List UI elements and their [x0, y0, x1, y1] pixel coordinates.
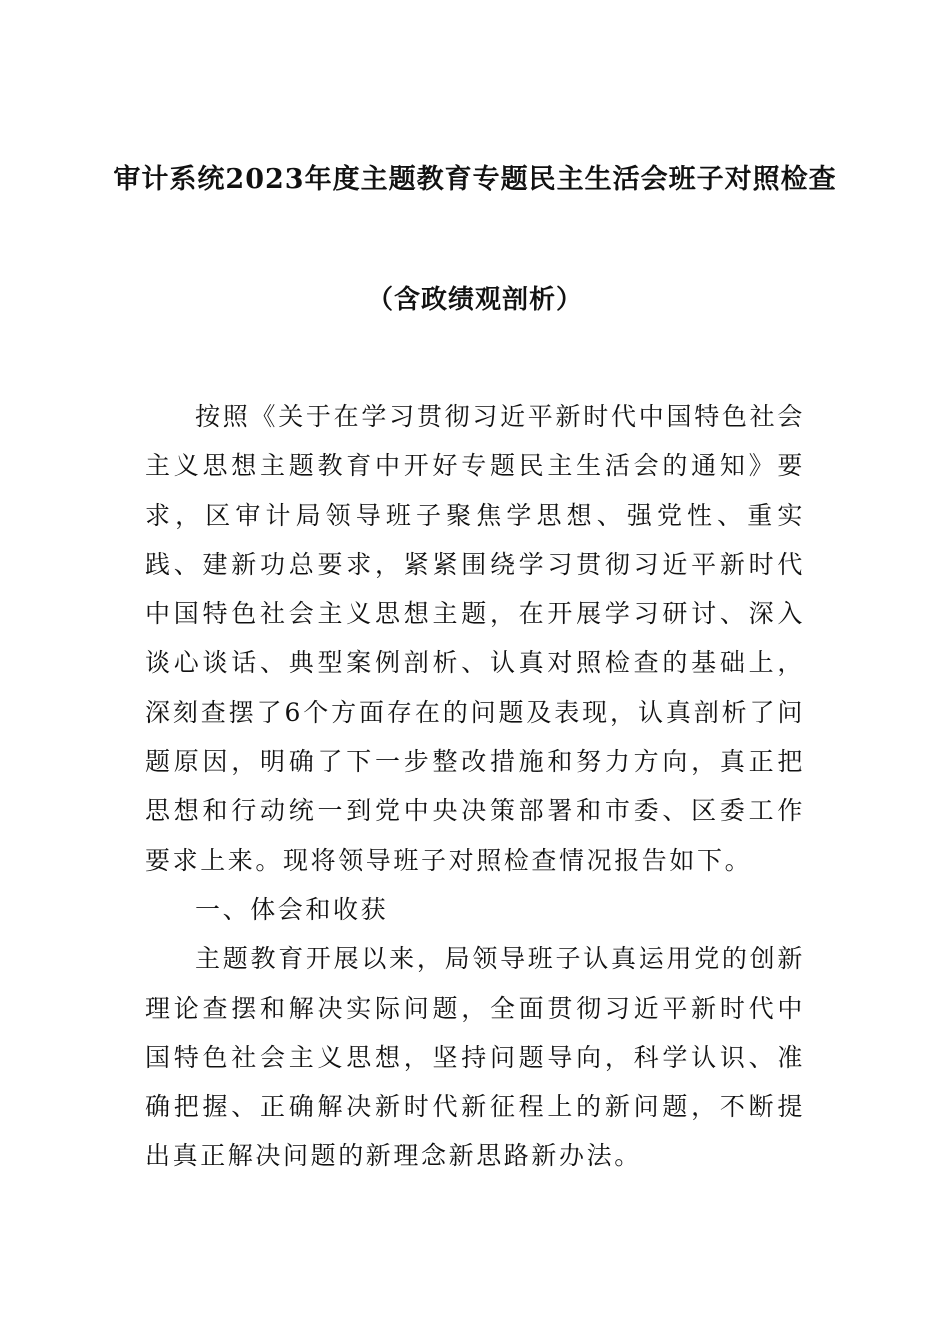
section-heading: 一、体会和收获: [195, 894, 389, 924]
section-paragraph: 主题教育开展以来，局领导班子认真运用党的创新理论查摆和解决实际问题，全面贯彻习近平新时代中国特色社会主义思想，坚持问题导向，科学认识、准确把握、正确解决新时代新征程上的新问题，不断提出真正解决问题的新理念新思路新办法。: [145, 944, 805, 1171]
intro-paragraph: 按照《关于在学习贯彻习近平新时代中国特色社会主义思想主题教育中开好专题民主生活会的通知》要求，区审计局领导班子聚焦学思想、强党性、重实践、建新功总要求，紧紧围绕学习贯彻习近平新时代中国特色社会主义思想主题，在开展学习研讨、深入谈心谈话、典型案例剖析、认真对照检查的基础上，深刻查摆了6个方面存在的问题及表现，认真剖析了问题原因，明确了下一步整改措施和努力方向，真正把思想和行动统一到党中央决策部署和市委、区委工作要求上来。现将领导班子对照检查情况报告如下。: [145, 402, 805, 875]
document-title: 审计系统2023年度主题教育专题民主生活会班子对照检查: [113, 164, 837, 195]
document-body: [145, 392, 805, 1181]
document-subtitle: （含政绩观剖析）: [366, 285, 583, 315]
